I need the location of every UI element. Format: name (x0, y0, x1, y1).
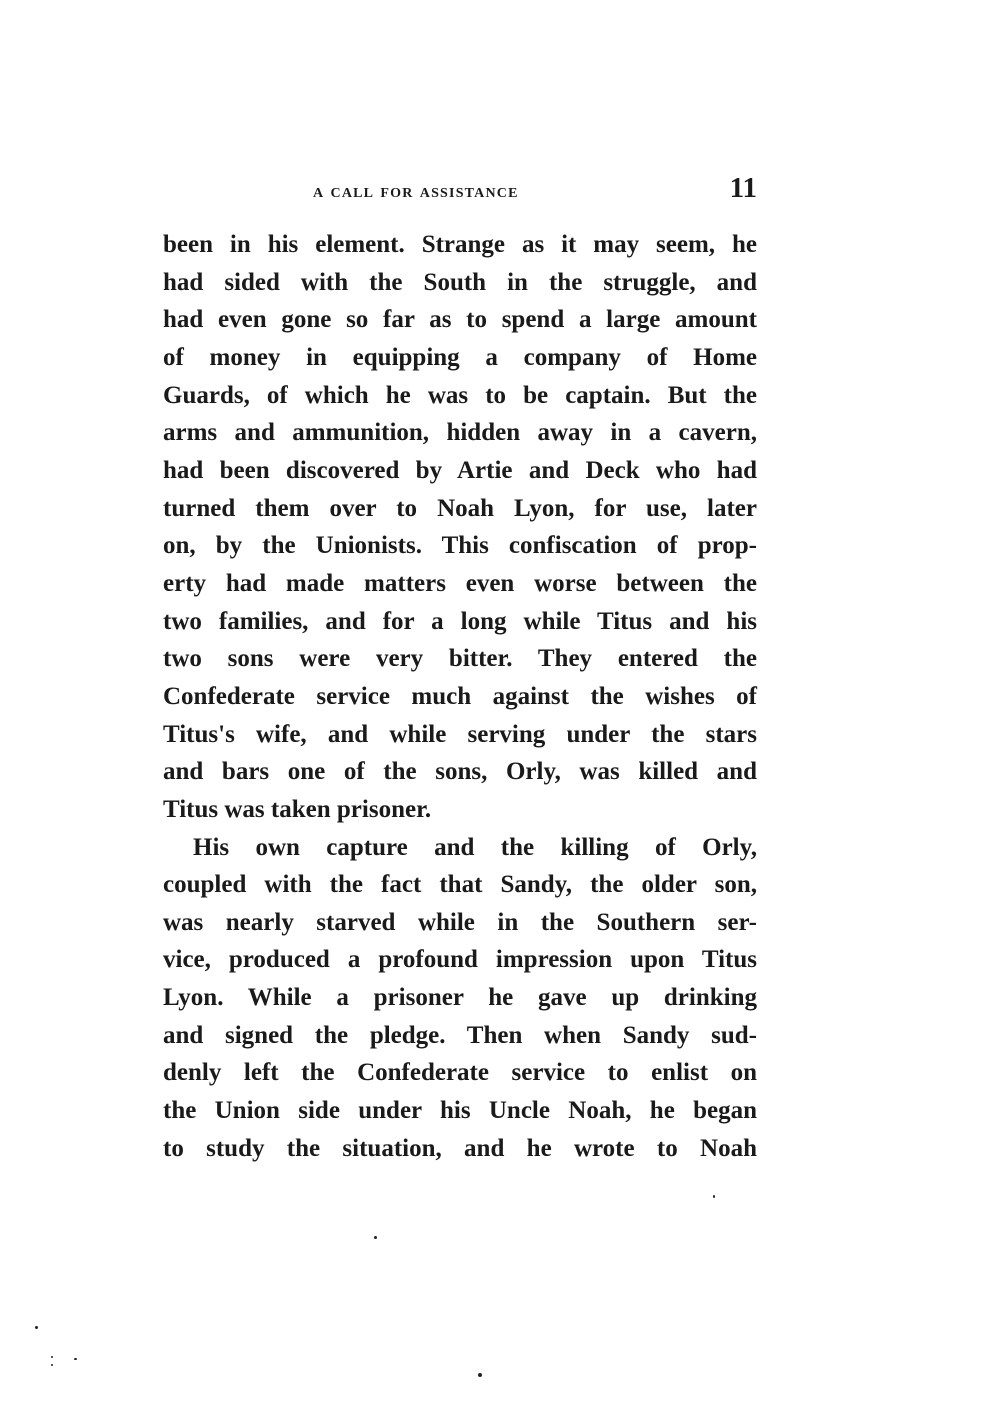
scan-speck (51, 1356, 53, 1358)
text-line: denly left the Confederate service to enlist on (163, 1059, 757, 1087)
scan-speck (478, 1373, 482, 1377)
running-header (163, 174, 757, 214)
text-line: to study the situation, and he wrote to Noah (163, 1134, 757, 1162)
text-line: two sons were very bitter. They entered the (163, 645, 757, 673)
text-line: and signed the pledge. Then when Sandy sud- (163, 1021, 757, 1049)
text-line: was nearly starved while in the Southern ser- (163, 908, 757, 936)
scan-speck (374, 1236, 377, 1239)
text-line: Lyon. While a prisoner he gave up drinking (163, 984, 757, 1012)
text-line: His own capture and the killing of Orly, (193, 833, 757, 861)
text-line: on, by the Unionists. This confiscation of prop- (163, 532, 757, 560)
scan-speck (713, 1195, 715, 1198)
text-line: Titus was taken prisoner. (163, 795, 432, 823)
text-line: erty had made matters even worse between the (163, 569, 757, 597)
text-line: the Union side under his Uncle Noah, he began (163, 1097, 757, 1125)
text-line: had even gone so far as to spend a large amount (163, 306, 757, 334)
text-line: Guards, of which he was to be captain. But the (163, 381, 757, 409)
text-line: turned them over to Noah Lyon, for use, later (163, 494, 757, 522)
body-text (163, 226, 757, 1167)
scan-speck (35, 1326, 38, 1329)
text-line: and bars one of the sons, Orly, was killed and (163, 758, 757, 786)
text-line: of money in equipping a company of Home (163, 343, 757, 371)
page-number: 11 (729, 172, 757, 204)
scan-speck (51, 1364, 53, 1366)
text-line: vice, produced a profound impression upon Titus (163, 946, 757, 974)
text-line: Confederate service much against the wishes of (163, 682, 757, 710)
text-line: Titus's wife, and while serving under the stars (163, 720, 757, 748)
chapter-title: a call for assistance (313, 180, 519, 202)
scan-speck (74, 1358, 77, 1360)
text-line: had been discovered by Artie and Deck who had (163, 456, 757, 484)
text-line: coupled with the fact that Sandy, the older son, (163, 871, 757, 899)
text-line: two families, and for a long while Titus and his (163, 607, 757, 635)
text-line: had sided with the South in the struggle, and (163, 268, 757, 296)
text-line: been in his element. Strange as it may seem, he (163, 231, 757, 258)
text-line: arms and ammunition, hidden away in a cavern, (163, 419, 757, 447)
